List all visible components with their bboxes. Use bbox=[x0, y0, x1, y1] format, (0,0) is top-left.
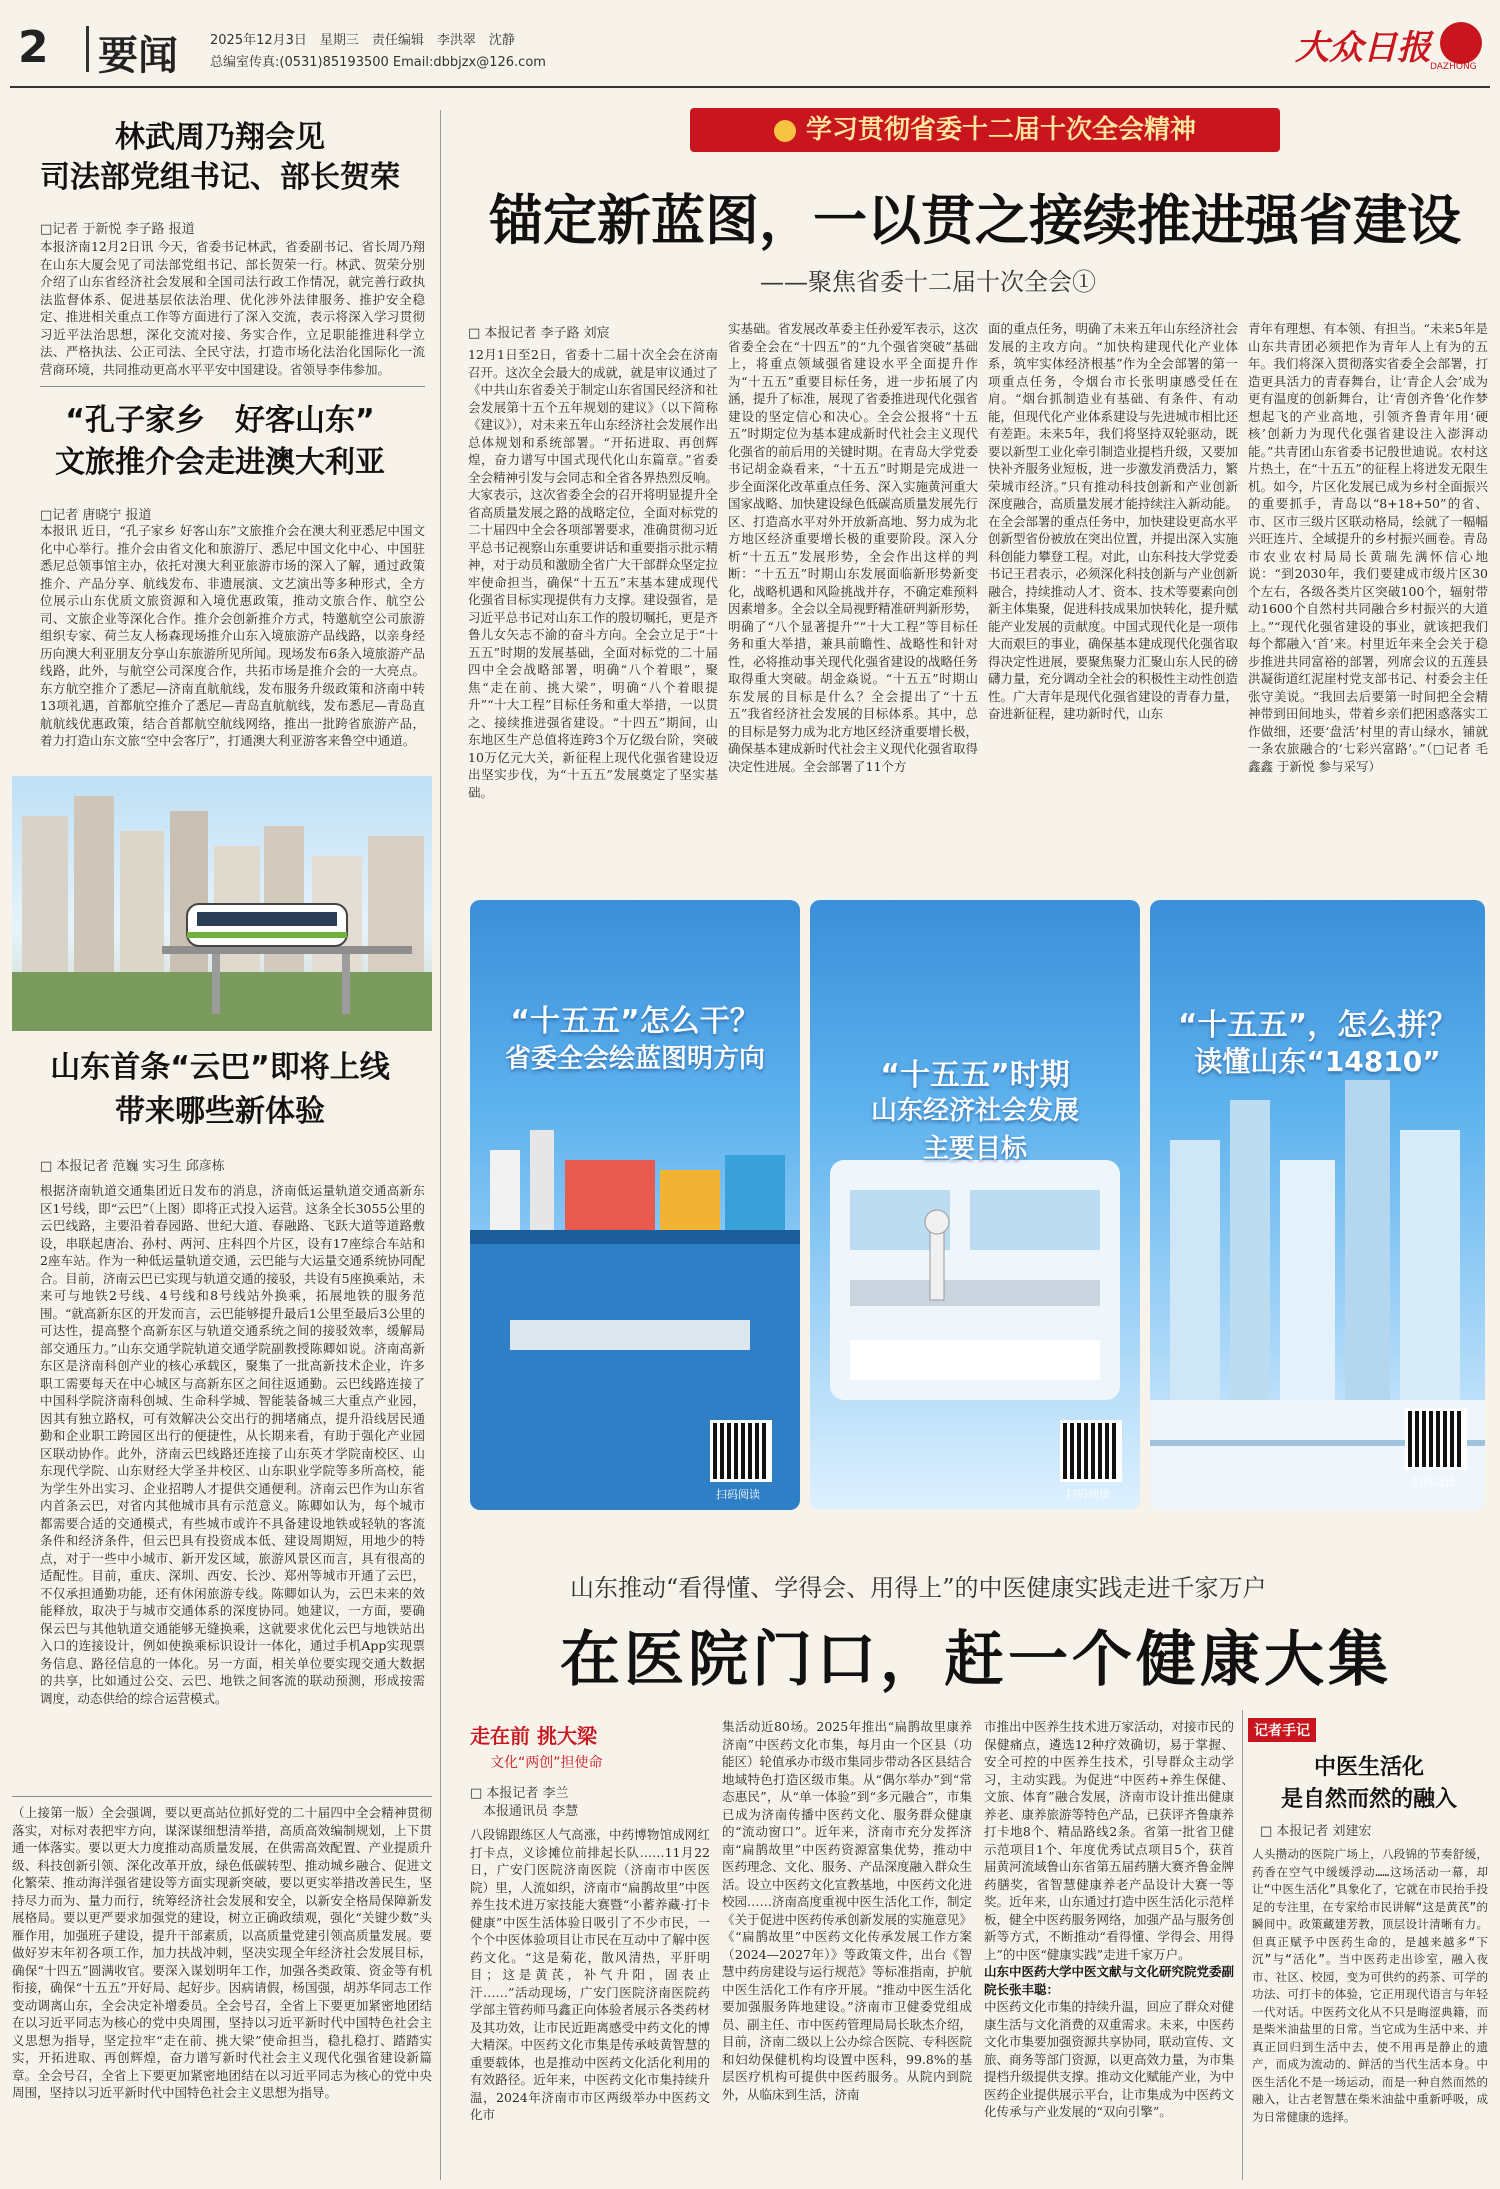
tcm-col3-expert: 山东中医药大学中医文献与文化研究院党委副院长张丰聪： bbox=[984, 1964, 1234, 1997]
logo-emblem-icon bbox=[1440, 22, 1482, 64]
poster-3-caption: 扫码阅读 bbox=[1412, 1476, 1456, 1489]
header-meta bbox=[210, 30, 546, 74]
feature-title: 锚定新蓝图，一以贯之接续推进强省建设 bbox=[489, 189, 1461, 252]
header-rule bbox=[10, 86, 1490, 88]
poster-2[interactable] bbox=[810, 900, 1140, 1510]
poster-3-line2: 读懂山东“14810” bbox=[1194, 1045, 1441, 1078]
article1-byline: □记者 于新悦 李子路 报道 bbox=[40, 222, 195, 237]
poster-2-line2: 山东经济社会发展 bbox=[870, 1096, 1079, 1126]
port-illustration bbox=[470, 900, 800, 1510]
poster-2-line3: 主要目标 bbox=[922, 1134, 1027, 1164]
tcm-intro: 山东推动“看得懂、学得会、用得上”的中医健康实践走进千家万户 bbox=[570, 1574, 1267, 1602]
article2-byline: □记者 唐晓宁 报道 bbox=[40, 508, 152, 523]
poster-1-line2: 省委全会绘蓝图明方向 bbox=[504, 1044, 765, 1074]
poster-1-line1: “十五五”怎么干？ bbox=[510, 1004, 760, 1039]
article1-title-line1: 林武周乃翔会见 bbox=[115, 120, 325, 155]
article1-title bbox=[10, 118, 430, 198]
article3-title-line2: 带来哪些新体验 bbox=[115, 1094, 325, 1129]
poster-1[interactable] bbox=[470, 900, 800, 1510]
article3-body: 根据济南轨道交通集团近日发布的消息，济南低运量轨道交通高新东区1号线，即“云巴”（上图）即将正式投入运营。这条全长3055公里的云巴线路，主要沿着春园路、世纪大道、春融路、飞跃大道等道路敷设，串联起唐冶、孙村、两河、庄科四个片区，设有17座综合车站和2座车站。作为一种低运量轨道交通，云巴能与大运量交通系统协同配合。目前，济南云巴已实现与轨道交通的接驳，共设有5座换乘站，未来可与地铁2号线、4号线和8号线站外换乘，拓展地铁的服务范围。“就高新东区的开发而言，云巴能够提升最后1公里至最后3公里的可达性，提高整个高新东区与轨道交通系统之间的接驳效率，缓解局部交通压力。”山东交通学院轨道交通学院副教授陈卿如说。济南高新东区是济南科创产业的核心承载区，聚集了一批高新技术企业，许多职工需要每天在中心城区与高新东区之间往返通勤。云巴线路连接了中国科学院济南科创城、生命科学城、智能装备城三大重点产业园，因其有独立路权，可有效解决公交出行的拥堵痛点，提升沿线居民通勤和企业职工跨园区出行的便捷性，从长期来看，有助于强化产业园区联动协作。此外，济南云巴线路还连接了山东英才学院南校区、山东现代学院、山东财经大学圣井校区、山东职业学院等多所高校，能为学生外出实习、企业招聘人才提供交通便利。济南云巴作为山东省内首条云巴，对省内其他城市具有示范意义。陈卿如认为，每个城市都需要合适的交通模式，有些城市或许不具备建设地铁或轻轨的客流条件和经济条件，但云巴具有投资成本低、建设周期短，用地少的特点，对于一些中小城市、新开发区域，旅游风景区而言，具有很高的适配性。目前，重庆、深圳、西安、长沙、郑州等城市开通了云巴，不仅承担通勤功能，还有休闲旅游专线。陈卿如认为，云巴未来的效能释放，取决于与城市交通体系的深度协同。她建议，一方面，要确保云巴与其他轨道交通能够无缝换乘，这就要求优化云巴与地铁站出入口的连接设计，例如使换乘标识设计一体化，通过手机App实现票务信息、路径信息的一体化。另一方面，相关单位要实现交通大数据的共享，比如通过公交、云巴、地铁之间客流的联动预测，形成按需调度，动态供给的综合运营模式。 bbox=[40, 1183, 425, 1706]
party-emblem-icon bbox=[774, 120, 796, 142]
article2-title bbox=[10, 400, 430, 484]
poster-3-line1: “十五五”，怎么拼？ bbox=[1177, 1008, 1458, 1043]
poster-3[interactable] bbox=[1150, 900, 1485, 1510]
tcm-title: 在医院门口，赶一个健康大集 bbox=[560, 1625, 1392, 1695]
column-divider bbox=[440, 110, 441, 2180]
tcm-byline-1: □ 本报记者 李兰 bbox=[470, 1786, 569, 1801]
article3-title bbox=[10, 1046, 430, 1134]
article1-title-line2: 司法部党组书记、部长贺荣 bbox=[40, 160, 400, 195]
section-name: 要闻 bbox=[98, 33, 178, 79]
tcm-col2: 集活动近80场。2025年推出“扁鹊故里康养济南”中医药文化市集，每月由一个区县（功能区）轮值承办市级市集同步带动各区县结合地域特色打造区级市集。从“偶尔举办”到“常态惠民”，从“单一体验”到“多元融合”，市集已成为济南传播中医药文化、服务群众健康的“流动窗口”。近年来，济南市充分发挥济南“扁鹊故里”中医药资源富集优势，推动中医药理念、文化、服务、产品深度融入群众生活。设立中医药文化宣教基地，中医药文化进校园……济南高度重视中医生活化工作，制定《关于促进中医药传承创新发展的实施意见》《“扁鹊故里”中医药文化传承发展工作方案（2024—2027年）》等政策文件，出台《智慧中药房建设与运行规范》等标准指南，护航中医生活化工作有序开展。“推动中医生活化要加强服务阵地建设。”济南市卫健委党组成员、副主任、市中医药管理局局长耿杰介绍，目前，济南二级以上公办综合医院、专科医院和妇幼保健机构均设置中医科，99.8%的基层医疗机构可提供中医药服务。从院内到院外，从临床到生活，济南 bbox=[722, 1719, 972, 2102]
column-sublabel: 文化“两创”担使命 bbox=[490, 1755, 603, 1771]
yunba-photo-illustration bbox=[12, 776, 432, 1031]
feature-col2: 实基础。省发展改革委主任孙爱军表示，这次省委全会在“十四五”的“九个强省突破”基础上，将重点领域强省建设水平全面提升作为“十五五”重要目标任务，进一步拓展了内涵，提升了标准，展现了省委推进现代化强省建设的坚定信心和决心。全会公报将“十五五”时期定位为基本建成新时代社会主义现代化强省的前后用的关键时期。在青岛大学党委书记胡金焱看来，“十五五”时期是完成进一步全面深化改革重点任务、深入实施黄河重大国家战略、加快建设绿色低碳高质量发展先行区、打造高水平对外开放新高地、努力成为北方地区经济重要增长极的重要阶段。深入分析“十五五”发展形势，全会作出这样的判断：“十五五”时期山东发展面临新形势新变化，战略机遇和风险挑战并存，不确定难预料因素增多。全会以全局视野精准研判新形势，明确了“八个显著提升”“十大工程”等目标任务和重大举措，兼具前瞻性、战略性和针对性，必将推动事关现代化强省建设的战略任务取得重大突破。胡金焱说。“十五五”时期山东发展的目标是什么？全会提出了“十五五”我省经济社会发展的目标体系。其中，总的目标是努力成为北方地区经济重要增长极，确保基本建成新时代社会主义现代化强省取得决定性进展。全会部署了11个方 bbox=[728, 321, 978, 774]
feature-banner-text: 学习贯彻省委十二届十次全会精神 bbox=[805, 115, 1196, 145]
feature-byline: □ 本报记者 李子路 刘宸 bbox=[468, 326, 610, 341]
poster-1-caption: 扫码阅读 bbox=[716, 1488, 760, 1501]
date-line: 2025年12月3日 星期三 责任编辑 李洪翠 沈静 bbox=[210, 33, 515, 48]
tcm-col1: 八段锦跟练区人气高涨，中药博物馆成网红打卡点，义诊摊位前排起长队……11月22日，广安门医院济南医院（济南市中医医院）里，人流如织，济南市“扁鹊故里”中医养生技术进万家技能大赛暨“小蓄养藏·打卡健康”中医生活体验日吸引了不少市民，一个个中医体验项目让市民在互动中了解中医药文化。“这是菊花，散风清热，平肝明目；这是黄芪，补气升阳，固表止汗……”活动现场，广安门医院济南医院药学部主管药师马鑫正向体验者展示各类药材及其功效，让市民近距离感受中药文化的博大精深。中医药文化市集是传承岐黄智慧的重要载体，也是推动中医药文化活化利用的有效路径。近年来，中医药文化市集持续升温，2024年济南市市区两级举办中医药文化市 bbox=[470, 1827, 710, 2122]
note-divider bbox=[1242, 1710, 1243, 2180]
article4-body: （上接第一版）全会强调，要以更高站位抓好党的二十届四中全会精神贯彻落实，对标对表把牢方向，谋深谋细想清举措，高质高效编制规划，上下贯通一体落实。要以更大力度推动高质量发展，在供需高效配置、产业提质升级、科技创新引领、深化改革开放，绿色低碳转型、推动城乡融合、促进文化繁荣、推动海洋强省建设等方面实现新突破，要以更实举措改善民生，坚持尽力而为、量力而行，统筹经济社会发展和安全，以新安全格局保障新发展格局。要以更严要求加强党的建设，树立正确政绩观，强化“关键少数”头雁作用，加强班子建设，提升干部素质，以高质量党建引领高质量发展。要做好岁末年初各项工作，加力扶战冲刺，坚决实现全年经济社会发展目标，确保“十四五”圆满收官。要深入谋划明年工作，加强各类政策、资金等有机衔接，确保“十五五”开好局、起好步。因病请假，杨国强，胡苏华同志工作变动调离山东，全会决定补增委员。全会号召，全省上下要更加紧密地团结在以习近平同志为核心的党中央周围，坚持以习近平新时代中国特色社会主义思想为指导，坚定拉牢“走在前、挑大梁”使命担当，稳扎稳打、踏踏实实，开拓进取、再创辉煌，奋力谱写新时代社会主义现代化强省建设新篇章。全会号召，全省上下要更加紧密地团结在以习近平同志为核心的党中央周围，坚持以习近平新时代中国特色社会主义思想为指导。 bbox=[12, 1805, 432, 2100]
column-label: 走在前 挑大梁 bbox=[470, 1724, 597, 1748]
poster-2-qr-code[interactable] bbox=[1060, 1420, 1122, 1482]
poster-2-line1: “十五五”时期 bbox=[880, 1058, 1070, 1093]
article3-byline: □ 本报记者 范巍 实习生 邱彦栋 bbox=[40, 1159, 225, 1174]
reporter-note-title-line2: 是自然而然的融入 bbox=[1280, 1787, 1457, 1812]
article2-title-line2: 文旅推介会走进澳大利亚 bbox=[55, 445, 385, 480]
feature-col4: 青年有理想、有本领、有担当。“未来5年是山东共青团必须把作为青年人上有为的五年。我们将深入贯彻落实省委全会部署，打造更具活力的青春舞台，让‘青企人会’成为更有温度的创新舞台，让‘青创齐鲁’化作梦想起飞的产业高地，引领齐鲁青年用‘硬核’创新力为现代化强省建设注入澎湃动能。”共青团山东省委书记殷世迪说。农村这片热土，在“十五五”的征程上将迸发无限生机。如今，片区化发展已成为乡村全面振兴的重要抓手，青岛以“8+18+50”的省、市、区市三级片区联动格局，绘就了一幅幅兴旺连片、全域提升的乡村振兴画卷。青岛市农业农村局局长黄瑞先满怀信心地说：“到2030年，我们要建成市级片区30个左右，各级各类片区突破100个，辐射带动1600个自然村共同融合乡村振兴的大道上。”“现代化强省建设的事业，就该把我们每个都融入‘首’来。村里近年来全会关于稳步推进共同富裕的部署，列席会议的五莲县洪凝街道红泥崖村党支部书记、村委会主任张守美说。“我回去后要第一时间把全会精神带到田间地头，带着乡亲们把困惑落实工作做细，还要‘盘活’村里的青山绿水，铺就一条农旅融合的‘七彩兴富路’。”（□记者 毛鑫鑫 于新悦 参与采写） bbox=[1248, 321, 1488, 774]
contact-line: 总编室传真:(0531)85193500 Email:dbbjzx@126.com bbox=[210, 55, 546, 70]
separator bbox=[12, 1796, 432, 1797]
poster-1-qr-code[interactable] bbox=[710, 1420, 772, 1482]
poster-3-qr-code[interactable] bbox=[1405, 1408, 1467, 1470]
article2-title-line1: “孔子家乡 好客山东” bbox=[65, 403, 375, 438]
separator bbox=[40, 386, 425, 387]
reporter-note-body: 人头攒动的医院广场上，八段锦的节奏舒缓，药香在空气中缓缓浮动……这场活动一幕，却让“中医生活化”具象化了，它就在市民抬手投足的专注里，在专家给市民讲解“这是黄芪”的瞬间中。政策藏建芳教，顶层设计清晰有力。但真正赋予中医药生命的，是越来越多“下沉”与“活化”。当中医药走出诊室，融入夜市、社区、校园，变为可供约的药茶、可学的功法、可打卡的体验，它正用现代语言与年轻一代对话。中医药文化从不只是晦涩典籍，而是柴米油盐里的日常。当它成为生活中来、并真正回归到生活中去，使不用再是静止的遗产，而成为流动的、鲜活的当代生活本身。中医生活化不是一场运动，而是一种自然而然的融入，让古老智慧在柴米油盐中重新呼吸，成为日常健康的选择。 bbox=[1252, 1847, 1488, 2124]
reporter-note-tag: 记者手记 bbox=[1248, 1718, 1316, 1742]
tcm-col3-block bbox=[984, 1718, 1234, 2176]
header-divider bbox=[86, 26, 89, 72]
factory-illustration bbox=[810, 900, 1140, 1510]
tcm-col3-tail: 中医药文化市集的持续升温，回应了群众对健康生活与文化消费的双重需求。未来，中医药文化市集要加强资源共享协同，联动宣传、文旅、商务等部门资源，以更高效力量，为市集提档升级提供支撑。推动文化赋能产业，为中医药企业提供展示平台，让市集成为中医药文化传承与产业发展的“双向引擎”。 bbox=[984, 1999, 1234, 2119]
newspaper-logo: 大众日报 bbox=[1295, 28, 1431, 68]
article1-body: 本报济南12月2日讯 今天，省委书记林武，省委副书记、省长周乃翔在山东大厦会见了司法部党组书记、部长贺荣一行。林武、贺荣分别介绍了山东省经济社会发展和全国司法行政工作情况，就完善行政执法监督体系、促进基层依法治理、优化涉外法律服务、推护安全稳定、推进相关重点工作等方面进行了深入交流，表示将深入学习贯彻习近平法治思想，深化交流对接、务实合作，立足职能推进科学立法、严格执法、公正司法、全民守法，打造市场化法治化国际化一流营商环境，共同推动更高水平平安中国建设。省领导李伟参加。 bbox=[40, 239, 425, 376]
article3-title-line1: 山东首条“云巴”即将上线 bbox=[50, 1050, 390, 1085]
feature-subtitle: ——聚焦省委十二届十次全会① bbox=[760, 268, 1096, 296]
feature-col3: 面的重点任务，明确了未来五年山东经济社会发展的主攻方向。“加快构建现代化产业体系，筑牢实体经济根基”作为全会部署的第一项重点任务，令烟台市长张明康感受任在肩。“烟台抓制造业有基础、有条件、有动能，但现代化产业体系建设与先进城市相比还有差距。未来5年，我们将坚持双轮驱动，既要以新型工业化牵引制造业提档升级，又要加快补齐服务业短板，进一步激发消费活力，繁荣城市经济。”只有推动科技创新和产业创新深度融合，高质量发展才能持续注入新动能。在全会部署的重点任务中，加快建设更高水平创新型省份被放在突出位置，并提出深入实施科创能力攀登工程。对此，山东科技大学党委书记王君表示，必须深化科技创新与产业创新融合，持续推动人才、资本、技术等要素向创新主体集聚，促进科技成果加快转化，提升赋能产业发展的贡献度。中国式现代化是一项伟大而艰巨的事业，确保基本建成现代化强省取得决定性进展，要聚焦聚力汇聚山东人民的磅礴力量，充分调动全社会的积极性主动性创造性。广大青年是现代化强省建设的青春力量，奋进新征程，建功新时代，山东 bbox=[988, 321, 1238, 721]
article2-body: 本报讯 近日，“孔子家乡 好客山东”文旅推介会在澳大利亚悉尼中国文化中心举行。推介会由省文化和旅游厅、悉尼中国文化中心、中国驻悉尼总领事馆主办，依托对澳大利亚旅游市场的深入了解，通过政策推介、产品分享、航线发布、非遗展演、文艺演出等多种形式，全方位展示山东优质文旅资源和入境优惠政策，推动文旅合作、航空公司、文旅企业等深化合作。推介会创新推介方式，特邀航空公司旅游组织专家、荷兰友人杨森现场推介山东入境旅游产品线路，以亲身经历向澳大利亚朋友分享山东旅游所见所闻。现场发布6条入境旅游产品线路，此外，与航空公司深度合作，共拓市场是推介会的一大亮点。东方航空推介了悉尼—济南直航航线，发布服务升级政策和济南中转13项礼遇，首都航空推介了悉尼—青岛直航航线，发布悉尼—青岛直航航线优惠政策，结合首都航空航线网络，推出一批跨省旅游产品，着力打造山东文旅“空中会客厅”，打通澳大利亚游客来鲁空中通道。 bbox=[40, 523, 425, 748]
tcm-col3: 市推出中医养生技术进万家活动，对接市民的保健痛点，遴选12种疗效确切，易于掌握、安全可控的中医养生技术，引导群众主动学习，主动实践。为促进“中医药+养生保健、文旅、体育”融合发展，济南市设计推出健康养老、康养旅游等特色产品，已获评齐鲁康养打卡地8个、精品路线2条。省第一批省卫健示范项目1个、年度优秀试点项目5个，获首届黄河流域鲁山东省第五届药膳大赛齐鲁金牌药膳奖，省智慧健康养老产品设计大赛一等奖。近年来，山东通过打造中医生活化示范样板，健全中医药服务网络，加强产品与服务创新等方式，不断推动“看得懂、学得会、用得上”的中医“健康实践”走进千家万户。 bbox=[984, 1719, 1234, 1962]
tcm-byline-2: 本报通讯员 李慧 bbox=[470, 1804, 579, 1819]
feature-col1: 12月1日至2日，省委十二届十次全会在济南召开。这次全会最大的成就，就是审议通过了《中共山东省委关于制定山东省国民经济和社会发展第十五个五年规划的建议》（以下简称《建议》），对未来五年山东经济社会发展作出总体规划和系统部署。“开拓进取、再创辉煌，奋力谱写中国式现代化山东篇章。”省委全会精神引发与会同志和全省各界热烈反响。大家表示，这次省委全会的召开将明显提升全省高质量发展之路的战略定位，全面对标党的二十届四中全会各项部署要求，准确贯彻习近平总书记视察山东重要讲话和重要指示批示精神，对于动员和激励全省广大干部群众坚定拉牢使命担当，确保“十五五”末基本建成现代化强省目标实现提供有力支撑。建设强省，是习近平总书记对山东工作的殷切嘱托，更是齐鲁儿女矢志不渝的奋斗方向。全会立足于“十五五”时期的发展基础，全面对标党的二十届四中全会战略部署，明确“八个着眼”，聚焦“走在前、挑大梁”，明确“八个着眼提升”“十大工程”目标任务和重大举措，一以贯之、接续推进强省建设。“十四五”期间，山东地区生产总值将连跨3个万亿级台阶，突破10万亿元大关，新征程上现代化强省建设迈出坚实步伐，为“十五五”发展奠定了坚实基础。 bbox=[468, 347, 718, 800]
poster-2-caption: 扫码阅读 bbox=[1066, 1488, 1110, 1501]
reporter-note-byline: □ 本报记者 刘建宏 bbox=[1260, 1824, 1372, 1839]
logo-subtext: DAZHONG bbox=[1430, 62, 1477, 72]
reporter-note-title-line1: 中医生活化 bbox=[1313, 1755, 1424, 1780]
yunba-photo bbox=[12, 776, 432, 1031]
feature-banner bbox=[690, 108, 1280, 152]
page-number: 2 bbox=[18, 22, 49, 73]
